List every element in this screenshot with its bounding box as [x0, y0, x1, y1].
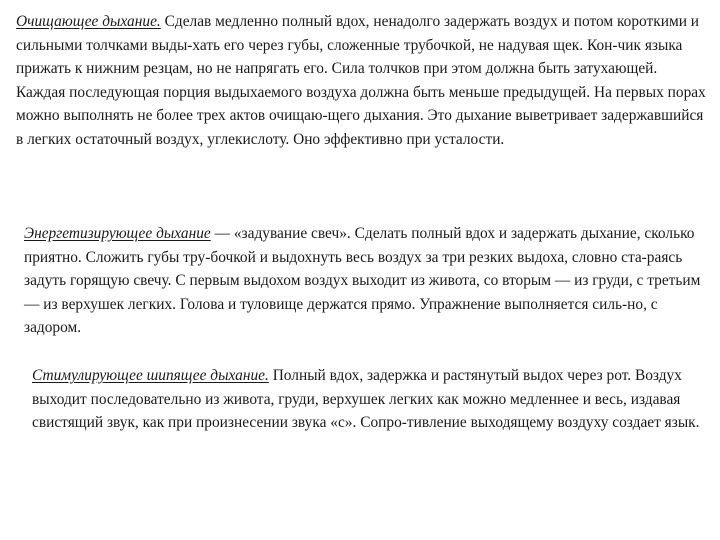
paragraph-hissing-breath [32, 364, 710, 435]
paragraph-text: Сделав медленно полный вдох, ненадолго задержать воздух и потом короткими и сильными толчками выды-хать его через губы, сложенные трубочкой, не надувая щек. Кон-чик языка прижать к нижним резцам, но не напрягать его. Сила толчков при этом должна быть затухающей. Каждая последующая порция выдыхаемого воздуха должна быть меньше предыдущей. На первых порах можно выполнять не более трех актов очищаю-щего дыхания. Это дыхание выветривает задержавшийся в легких остаточный воздух, углекислоту. Оно эффективно при усталости. [16, 13, 706, 148]
paragraph-cleansing-breath [16, 10, 708, 152]
paragraph-text: Полный вдох, задержка и растянутый выдох через рот. Воздух выходит последовательно из живота, груди, верхушек легких как можно медленнее и весь, издавая свистящий звук, как при произнесении звука «с». Сопро-тивление выходящему воздуху создает язык. [32, 367, 700, 432]
term-energizing-breath: Энергетизирующее дыхание [24, 225, 211, 242]
paragraph-energizing-breath [24, 222, 710, 340]
term-cleansing-breath: Очищающее дыхание. [16, 13, 161, 30]
paragraph-text: — «задувание свеч». Сделать полный вдох и задержать дыхание, сколько приятно. Сложить губы тру-бочкой и выдохнуть весь воздух за три резких выдоха, словно ста-раясь задуть горящую свечу. С первым выдохом воздух выходит из живота, со вторым — из груди, с третьим — из верхушек легких. Голова и туловище держатся прямо. Упражнение выполняется силь-но, с задором. [24, 225, 701, 337]
term-hissing-breath: Стимулирующее шипящее дыхание. [32, 367, 269, 384]
